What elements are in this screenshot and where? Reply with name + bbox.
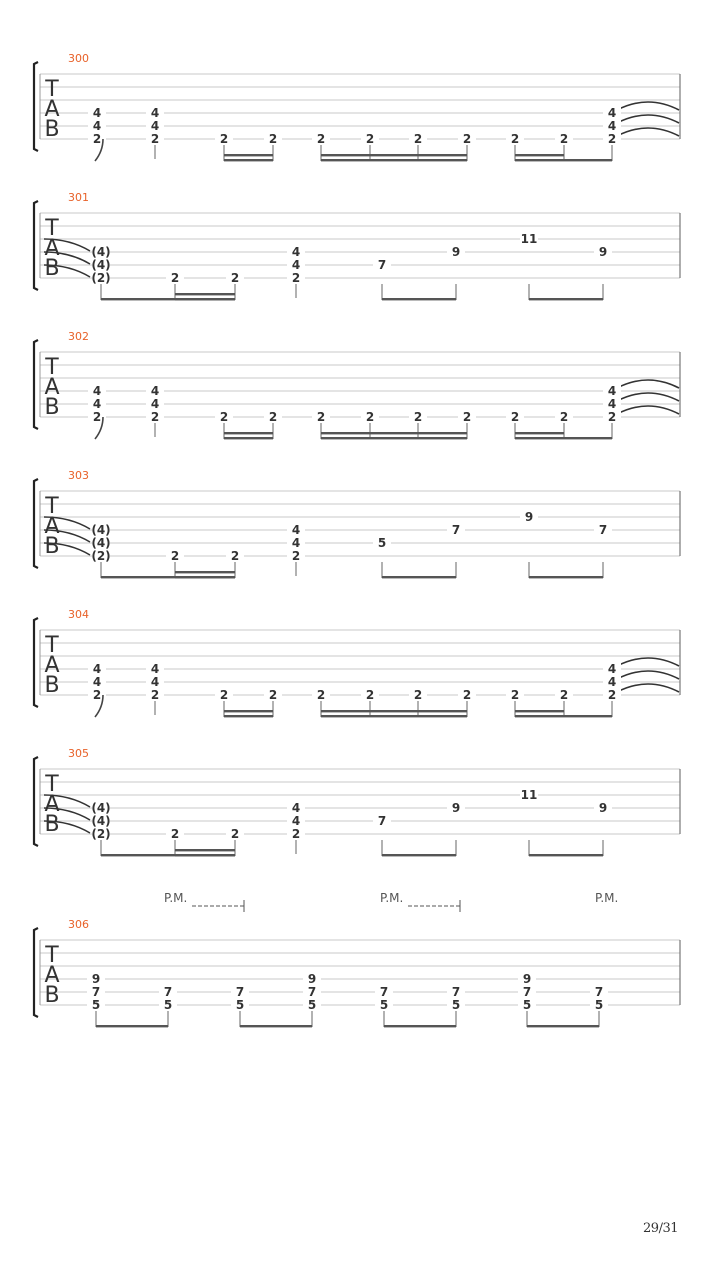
measure-number: 306	[68, 918, 89, 931]
beam	[515, 154, 564, 156]
measure-number: 304	[68, 608, 89, 621]
measure-number: 305	[68, 747, 89, 760]
clef-letter-a: A	[44, 514, 60, 539]
fret-number: (2)	[91, 827, 111, 841]
clef-letter-b: B	[44, 256, 60, 281]
fret-number: 2	[413, 132, 423, 146]
tie-arc	[617, 380, 679, 388]
beam	[382, 576, 456, 578]
fret-number: 2	[230, 271, 240, 285]
fret-number: 4	[150, 106, 160, 120]
system-bracket	[34, 757, 38, 846]
fret-number: 2	[170, 549, 180, 563]
beam	[224, 715, 273, 717]
fret-number: 2	[607, 410, 617, 424]
fret-number: (4)	[91, 801, 111, 815]
fret-number: 7	[451, 985, 461, 999]
beam	[382, 854, 456, 856]
fret-number: 4	[607, 397, 617, 411]
beam	[382, 298, 456, 300]
fret-number: 2	[510, 410, 520, 424]
fret-number: 4	[607, 106, 617, 120]
clef-letter-t: T	[45, 772, 59, 797]
fret-number: 4	[92, 675, 102, 689]
fret-number: 2	[230, 827, 240, 841]
clef-letter-t: T	[45, 77, 59, 102]
beam	[321, 154, 467, 156]
clef-letter-t: T	[45, 494, 59, 519]
fret-number: 7	[163, 985, 173, 999]
beam	[321, 710, 467, 712]
fret-number: 9	[307, 972, 317, 986]
measure-number: 301	[68, 191, 89, 204]
fret-number: 2	[559, 132, 569, 146]
fret-number: 2	[291, 827, 301, 841]
fret-number: 5	[377, 536, 387, 550]
fret-number: 4	[291, 245, 301, 259]
fret-number: 4	[291, 814, 301, 828]
fret-number: 2	[150, 410, 160, 424]
fret-number: 7	[598, 523, 608, 537]
beam	[527, 1025, 599, 1027]
fret-number: 11	[520, 788, 538, 802]
fret-number: 4	[92, 106, 102, 120]
fret-number: 7	[377, 258, 387, 272]
fret-number: 4	[150, 397, 160, 411]
clef-letter-b: B	[44, 812, 60, 837]
fret-number: 9	[598, 245, 608, 259]
fret-number: 4	[607, 119, 617, 133]
clef-letter-a: A	[44, 97, 60, 122]
fret-number: 5	[594, 998, 604, 1012]
fret-number: 7	[235, 985, 245, 999]
tie-arc	[617, 128, 679, 136]
fret-number: 4	[607, 384, 617, 398]
fret-number: 4	[150, 119, 160, 133]
clef-letter-b: B	[44, 117, 60, 142]
fret-number: 5	[307, 998, 317, 1012]
system-bracket	[34, 928, 38, 1017]
fret-number: 9	[522, 972, 532, 986]
fret-number: 5	[235, 998, 245, 1012]
palm-mute-label: P.M.	[595, 891, 619, 905]
fret-number: (2)	[91, 549, 111, 563]
fret-number: 2	[219, 410, 229, 424]
clef-letter-a: A	[44, 375, 60, 400]
clef-letter-t: T	[45, 355, 59, 380]
fret-number: 4	[607, 662, 617, 676]
beam	[564, 159, 612, 161]
fret-number: 5	[163, 998, 173, 1012]
fret-number: 9	[451, 245, 461, 259]
beam	[384, 1025, 456, 1027]
fret-number: 2	[268, 132, 278, 146]
fret-number: 5	[379, 998, 389, 1012]
clef-letter-a: A	[44, 963, 60, 988]
measure-number: 300	[68, 52, 89, 65]
fret-number: (4)	[91, 523, 111, 537]
fret-number: 7	[91, 985, 101, 999]
fret-number: 2	[462, 132, 472, 146]
fret-number: 2	[413, 410, 423, 424]
tie-arc	[617, 658, 679, 666]
fret-number: (4)	[91, 245, 111, 259]
system-bracket	[34, 479, 38, 568]
fret-number: 2	[150, 688, 160, 702]
fret-number: 2	[365, 688, 375, 702]
beam	[564, 437, 612, 439]
beam	[529, 298, 603, 300]
fret-number: 2	[291, 271, 301, 285]
measure-number: 302	[68, 330, 89, 343]
fret-number: (2)	[91, 271, 111, 285]
fret-number: 2	[316, 410, 326, 424]
fret-number: 4	[92, 384, 102, 398]
fret-number: 4	[291, 801, 301, 815]
beam	[515, 715, 564, 717]
beam	[321, 432, 467, 434]
system-bracket	[34, 62, 38, 151]
fret-number: 4	[607, 675, 617, 689]
fret-number: 7	[594, 985, 604, 999]
fret-number: (4)	[91, 814, 111, 828]
fret-number: 2	[462, 410, 472, 424]
page-number: 29/31	[643, 1221, 678, 1236]
tie-arc	[617, 102, 679, 110]
beam	[96, 1025, 168, 1027]
system-bracket	[34, 618, 38, 707]
clef-letter-a: A	[44, 236, 60, 261]
system-bracket	[34, 340, 38, 429]
palm-mute-label: P.M.	[380, 891, 404, 905]
fret-number: 4	[92, 662, 102, 676]
clef-letter-t: T	[45, 216, 59, 241]
beam	[175, 293, 235, 295]
fret-number: 2	[219, 132, 229, 146]
clef-letter-a: A	[44, 653, 60, 678]
beam	[515, 710, 564, 712]
beam	[224, 154, 273, 156]
beam	[175, 849, 235, 851]
fret-number: 9	[451, 801, 461, 815]
clef-letter-b: B	[44, 673, 60, 698]
fret-number: 4	[150, 675, 160, 689]
fret-number: 2	[170, 271, 180, 285]
clef-letter-b: B	[44, 395, 60, 420]
fret-number: 2	[607, 688, 617, 702]
fret-number: 5	[91, 998, 101, 1012]
fret-number: 4	[92, 119, 102, 133]
fret-number: (4)	[91, 536, 111, 550]
fret-number: 2	[510, 688, 520, 702]
fret-number: 4	[150, 384, 160, 398]
fret-number: 11	[520, 232, 538, 246]
fret-number: 7	[307, 985, 317, 999]
fret-number: 9	[524, 510, 534, 524]
fret-number: 2	[291, 549, 301, 563]
clef-letter-t: T	[45, 943, 59, 968]
fret-number: 9	[598, 801, 608, 815]
fret-number: 2	[365, 132, 375, 146]
beam	[564, 715, 612, 717]
fret-number: 9	[91, 972, 101, 986]
tie-arc	[617, 115, 679, 123]
fret-number: 2	[510, 132, 520, 146]
fret-number: 2	[413, 688, 423, 702]
beam	[175, 576, 235, 578]
tie-arc	[617, 684, 679, 692]
fret-number: 7	[522, 985, 532, 999]
fret-number: 7	[451, 523, 461, 537]
fret-number: 4	[150, 662, 160, 676]
fret-number: (4)	[91, 258, 111, 272]
beam	[175, 571, 235, 573]
beam	[515, 159, 564, 161]
measure-number: 303	[68, 469, 89, 482]
fret-number: 2	[150, 132, 160, 146]
fret-number: 2	[559, 688, 569, 702]
system-bracket	[34, 201, 38, 290]
clef-letter-t: T	[45, 633, 59, 658]
palm-mute-label: P.M.	[164, 891, 188, 905]
tie-arc	[617, 393, 679, 401]
beam	[529, 576, 603, 578]
fret-number: 2	[92, 132, 102, 146]
beam	[515, 432, 564, 434]
fret-number: 2	[559, 410, 569, 424]
fret-number: 5	[522, 998, 532, 1012]
fret-number: 4	[291, 536, 301, 550]
fret-number: 7	[379, 985, 389, 999]
fret-number: 4	[291, 258, 301, 272]
beam	[224, 437, 273, 439]
fret-number: 2	[316, 688, 326, 702]
beam	[529, 854, 603, 856]
clef-letter-a: A	[44, 792, 60, 817]
fret-number: 7	[377, 814, 387, 828]
fret-number: 2	[230, 549, 240, 563]
fret-number: 2	[268, 688, 278, 702]
fret-number: 2	[219, 688, 229, 702]
beam	[175, 854, 235, 856]
fret-number: 5	[451, 998, 461, 1012]
fret-number: 2	[607, 132, 617, 146]
fret-number: 2	[92, 410, 102, 424]
fret-number: 2	[268, 410, 278, 424]
beam	[240, 1025, 312, 1027]
tie-arc	[617, 671, 679, 679]
clef-letter-b: B	[44, 534, 60, 559]
beam	[224, 710, 273, 712]
fret-number: 2	[462, 688, 472, 702]
clef-letter-b: B	[44, 983, 60, 1008]
beam	[321, 715, 467, 717]
beam	[321, 159, 467, 161]
fret-number: 4	[92, 397, 102, 411]
fret-number: 2	[316, 132, 326, 146]
fret-number: 2	[92, 688, 102, 702]
beam	[224, 432, 273, 434]
beam	[175, 298, 235, 300]
tie-arc	[617, 406, 679, 414]
fret-number: 4	[291, 523, 301, 537]
beam	[321, 437, 467, 439]
beam	[515, 437, 564, 439]
fret-number: 2	[170, 827, 180, 841]
fret-number: 2	[365, 410, 375, 424]
beam	[224, 159, 273, 161]
